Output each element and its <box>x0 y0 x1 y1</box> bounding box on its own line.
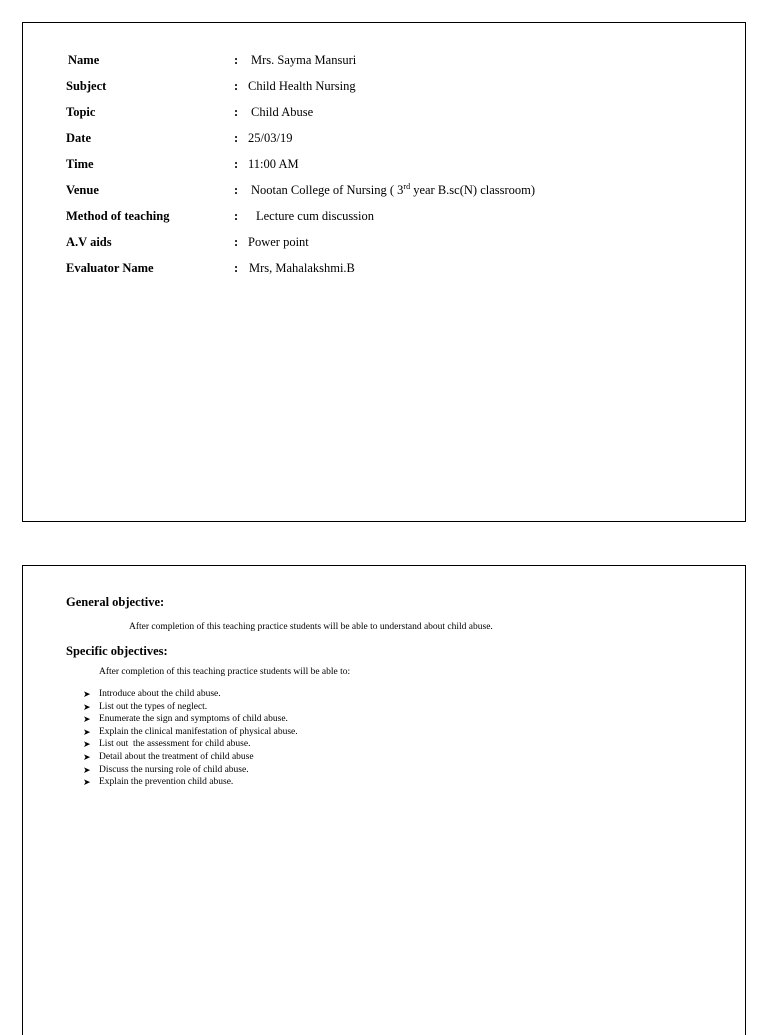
info-label-venue: Venue <box>66 183 99 197</box>
list-item <box>83 701 298 714</box>
info-colon: : <box>234 209 239 223</box>
objective-text: Enumerate the sign and symptoms of child abuse. <box>99 714 288 725</box>
list-item <box>83 764 298 777</box>
info-label-topic: Topic <box>66 105 96 119</box>
specific-objectives-intro: After completion of this teaching practice students will be able to: <box>99 667 351 677</box>
objective-text: List out the types of neglect. <box>99 701 208 712</box>
objective-text: Discuss the nursing role of child abuse. <box>99 764 249 775</box>
arrow-bullet-icon: ➤ <box>83 689 91 699</box>
info-label-name: Name <box>68 53 100 67</box>
info-colon: : <box>234 131 239 145</box>
info-colon: : <box>234 53 239 67</box>
venue-ordinal-suffix: rd <box>403 181 411 191</box>
info-value-av-aids: Power point <box>248 235 309 249</box>
arrow-bullet-icon: ➤ <box>83 739 91 750</box>
specific-objectives-list <box>83 688 298 789</box>
info-colon: : <box>234 105 239 119</box>
arrow-bullet-icon: ➤ <box>83 701 91 712</box>
list-item <box>83 713 298 726</box>
info-value-date: 25/03/19 <box>248 131 293 145</box>
info-label-av-aids: A.V aids <box>66 235 112 249</box>
info-colon: : <box>234 235 239 249</box>
info-label-time: Time <box>66 157 94 171</box>
list-item <box>83 738 298 751</box>
info-value-time: 11:00 AM <box>248 157 299 171</box>
info-value-topic: Child Abuse <box>251 105 314 119</box>
arrow-bullet-icon: ➤ <box>83 726 91 737</box>
info-value-venue <box>251 183 535 197</box>
info-colon: : <box>234 79 239 93</box>
list-item <box>83 776 298 789</box>
objective-text: List out the assessment for child abuse. <box>99 739 251 750</box>
arrow-bullet-icon: ➤ <box>83 714 91 725</box>
objective-text: Detail about the treatment of child abuse <box>99 751 254 762</box>
info-colon: : <box>234 183 239 197</box>
info-label-evaluator: Evaluator Name <box>66 261 154 275</box>
info-value-method: Lecture cum discussion <box>256 209 375 223</box>
objective-text: Introduce about the child abuse. <box>99 689 221 699</box>
objective-text: Explain the clinical manifestation of physical abuse. <box>99 726 298 737</box>
venue-text-end: year B.sc(N) classroom) <box>410 183 536 197</box>
specific-objectives-heading: Specific objectives: <box>66 644 168 658</box>
list-item <box>83 688 298 701</box>
info-value-subject: Child Health Nursing <box>248 79 356 93</box>
arrow-bullet-icon: ➤ <box>83 764 91 775</box>
general-objective-text: After completion of this teaching practice students will be able to understand about child abuse. <box>129 622 493 632</box>
arrow-bullet-icon: ➤ <box>83 777 91 788</box>
info-value-evaluator: Mrs, Mahalakshmi.B <box>249 261 355 275</box>
list-item <box>83 726 298 739</box>
objectives-page <box>22 565 746 1035</box>
objective-text: Explain the prevention child abuse. <box>99 777 234 788</box>
info-label-date: Date <box>66 131 91 145</box>
list-item <box>83 751 298 764</box>
general-objective-heading: General objective: <box>66 595 165 609</box>
info-colon: : <box>234 157 239 171</box>
cover-page <box>22 22 746 522</box>
info-label-method: Method of teaching <box>66 209 170 223</box>
info-value-name: Mrs. Sayma Mansuri <box>251 53 357 67</box>
venue-text-start: Nootan College of Nursing ( 3 <box>251 183 404 197</box>
info-colon: : <box>234 261 239 275</box>
info-label-subject: Subject <box>66 79 107 93</box>
arrow-bullet-icon: ➤ <box>83 751 91 762</box>
